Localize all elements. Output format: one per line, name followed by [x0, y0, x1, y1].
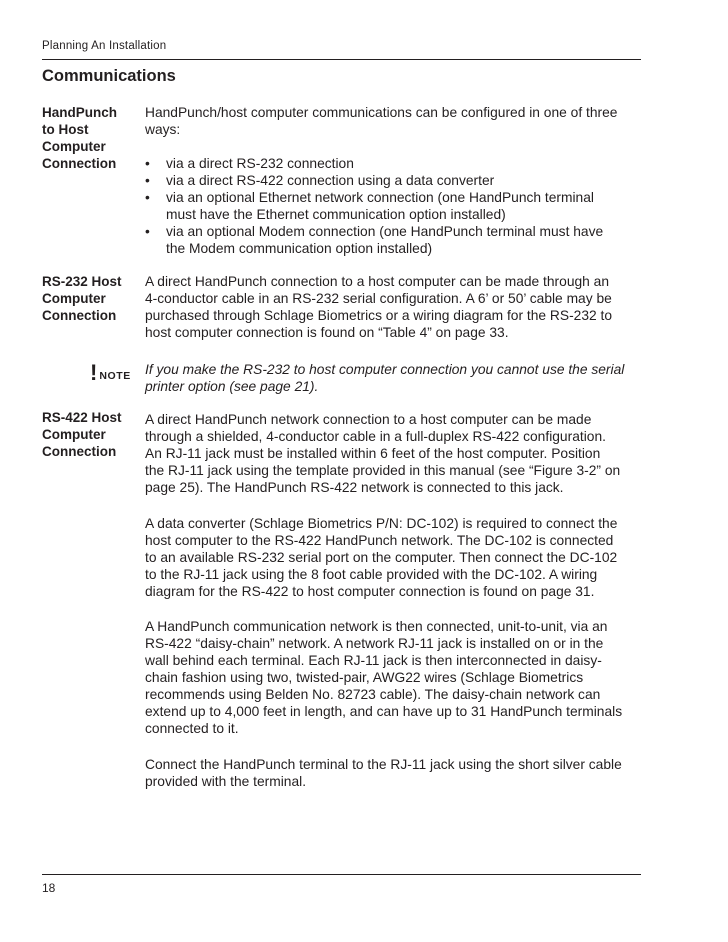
handpunch-side-heading — [42, 104, 137, 172]
side-heading-line: to Host — [42, 122, 89, 137]
rs422-body-connect — [145, 756, 643, 790]
paragraph-line: Connect the HandPunch terminal to the RJ-11 jack using the short silver cable — [145, 757, 622, 772]
footer-rule — [42, 874, 641, 875]
paragraph-line: recommends using Belden No. 82723 cable). The daisy-chain network can — [145, 687, 601, 702]
side-heading-line: Connection — [42, 308, 117, 323]
side-heading-line: Computer — [42, 291, 106, 306]
note-line: printer option (see page 21). — [145, 379, 319, 394]
section-title: Communications — [42, 67, 176, 85]
bullet-icon: • — [145, 173, 150, 188]
paragraph-line: purchased through Schlage Biometrics or a wiring diagram for the RS-232 to — [145, 308, 613, 323]
note-label: NOTE — [99, 370, 131, 382]
paragraph-line: to an available RS-232 serial port on the computer. Then connect the DC-102 — [145, 550, 618, 565]
list-item-text: via a direct RS-422 connection using a data converter — [166, 173, 495, 188]
paragraph-line: wall behind each terminal. Each RJ-11 jack is then interconnected in daisy- — [145, 653, 602, 668]
side-heading-line: Connection — [42, 444, 117, 459]
page-number: 18 — [42, 881, 56, 895]
bullet-icon: • — [145, 224, 150, 239]
list-item-text: the Modem communication option installed) — [166, 241, 433, 256]
note-line: If you make the RS-232 to host computer connection you cannot use the serial — [145, 362, 625, 377]
note-marker — [90, 362, 131, 384]
paragraph-line: RS-422 “daisy-chain” network. A network RJ-11 jack is installed on or in the — [145, 636, 604, 651]
paragraph-line: A direct HandPunch connection to a host computer can be made through an — [145, 274, 610, 289]
paragraph-line: page 25). The HandPunch RS-422 network is connected to this jack. — [145, 480, 564, 495]
list-item-text: must have the Ethernet communication option installed) — [166, 207, 506, 222]
paragraph-line: diagram for the RS-422 to host computer connection is found on page 31. — [145, 584, 595, 599]
rs422-body-network — [145, 618, 643, 737]
paragraph-line: to the RJ-11 jack using the 8 foot cable provided with the DC-102. A wiring — [145, 567, 598, 582]
header-rule — [42, 59, 641, 60]
list-item-text: via an optional Ethernet network connection (one HandPunch terminal — [166, 190, 594, 205]
handpunch-body — [145, 104, 643, 257]
side-heading-line: Connection — [42, 156, 117, 171]
bullet-icon: • — [145, 156, 150, 171]
list-item — [145, 155, 643, 172]
paragraph-line: host computer to the RS-422 HandPunch network. The DC-102 is connected — [145, 533, 614, 548]
exclamation-icon: ! — [90, 360, 98, 385]
intro-line: ways: — [145, 122, 181, 137]
paragraph-line: connected to it. — [145, 721, 239, 736]
bullet-icon: • — [145, 190, 150, 205]
paragraph-line: host computer connection is found on “Table 4” on page 33. — [145, 325, 509, 340]
connection-options-list — [145, 155, 643, 257]
paragraph-line: A HandPunch communication network is then connected, unit-to-unit, via an — [145, 619, 608, 634]
note-text — [145, 361, 643, 395]
rs232-body — [145, 273, 643, 341]
rs422-body — [145, 411, 643, 496]
paragraph-line: provided with the terminal. — [145, 774, 307, 789]
list-item-text: via an optional Modem connection (one HandPunch terminal must have — [166, 224, 604, 239]
paragraph-line: extend up to 4,000 feet in length, and can have up to 31 HandPunch terminals — [145, 704, 623, 719]
paragraph-line: through a shielded, 4-conductor cable in a full-duplex RS-422 configuration. — [145, 429, 606, 444]
paragraph-line: 4-conductor cable in an RS-232 serial configuration. A 6’ or 50’ cable may be — [145, 291, 612, 306]
paragraph-line: the RJ-11 jack using the template provided in this manual (see “Figure 3-2” on — [145, 463, 621, 478]
intro-line: HandPunch/host computer communications can be configured in one of three — [145, 105, 618, 120]
list-item — [145, 172, 643, 189]
list-item-text: via a direct RS-232 connection — [166, 156, 354, 171]
side-heading-line: Computer — [42, 139, 106, 154]
rs232-side-heading — [42, 273, 137, 324]
list-item — [145, 223, 643, 257]
side-heading-line: Computer — [42, 427, 106, 442]
paragraph-line: A direct HandPunch network connection to a host computer can be made — [145, 412, 592, 427]
paragraph-line: chain fashion using two, twisted-pair, AWG22 wires (Schlage Biometrics — [145, 670, 584, 685]
side-heading-line: RS-422 Host — [42, 410, 122, 425]
running-header: Planning An Installation — [42, 40, 167, 52]
side-heading-line: HandPunch — [42, 105, 118, 120]
paragraph-line: A data converter (Schlage Biometrics P/N: DC-102) is required to connect the — [145, 516, 618, 531]
rs422-side-heading — [42, 409, 137, 460]
list-item — [145, 189, 643, 223]
paragraph-line: An RJ-11 jack must be installed within 6 feet of the host computer. Position — [145, 446, 601, 461]
side-heading-line: RS-232 Host — [42, 274, 122, 289]
rs422-body-converter — [145, 515, 643, 600]
